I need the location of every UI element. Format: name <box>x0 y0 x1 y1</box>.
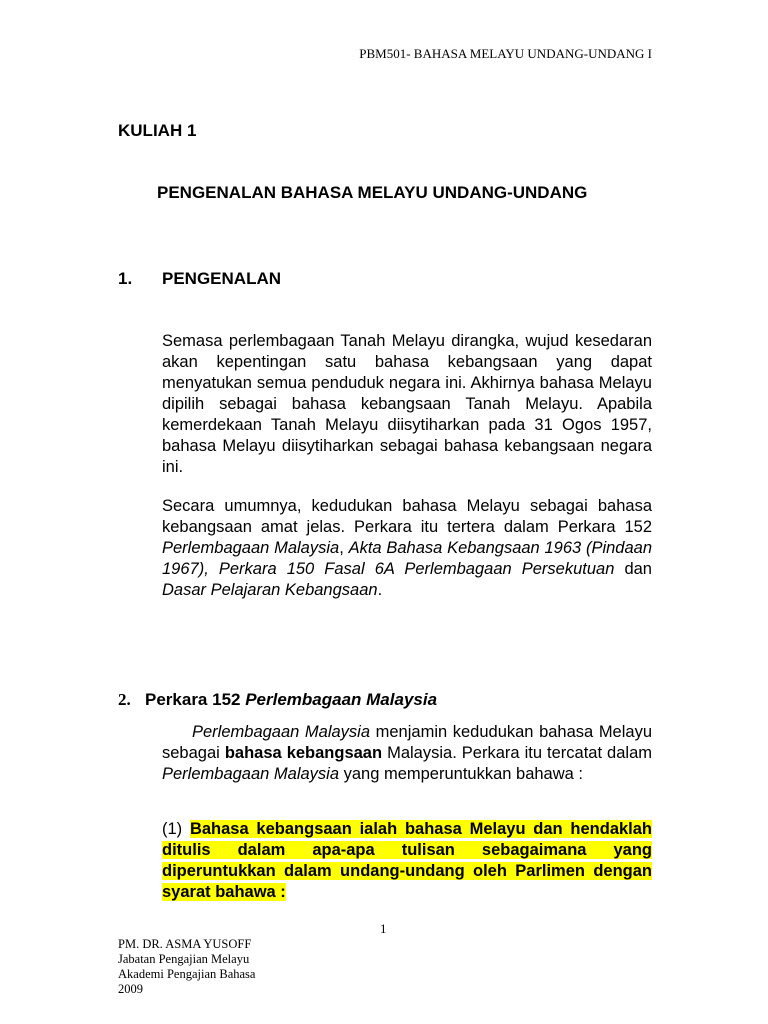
p2-text-c: , <box>339 539 349 557</box>
running-header: PBM501- BAHASA MELAYU UNDANG-UNDANG I <box>359 46 652 61</box>
footer-author: PM. DR. ASMA YUSOFF <box>118 937 252 951</box>
section-1-number: 1. <box>118 269 133 288</box>
s2-ref-perlembagaan-1: Perlembagaan Malaysia <box>192 723 371 741</box>
footer <box>118 937 255 997</box>
p2-ref-perlembagaan-malaysia: Perlembagaan Malaysia <box>162 539 340 557</box>
section-1-paragraph-2 <box>162 496 652 601</box>
section-2-clause-1 <box>162 819 652 903</box>
s2-text-d: Malaysia. Perkara itu tercatat dalam <box>382 744 652 762</box>
section-1-title: PENGENALAN <box>162 269 282 288</box>
section-2-title <box>145 690 437 710</box>
section-2-title-a: Perkara 152 <box>145 690 246 709</box>
section-1-paragraph-1: Semasa perlembagaan Tanah Melayu dirangka, wujud kesedaran akan kepentingan satu bahasa kebangsaan yang dapat menyatukan semua penduduk negara ini. Akhirnya bahasa Melayu dipilih sebagai bahasa kebangsaan Tanah Melayu. Apabila kemerdekaan Tanah Melayu diisytiharkan pada 31 Ogos 1957, bahasa Melayu diisytiharkan sebagai bahasa kebangsaan negara ini. <box>162 332 652 476</box>
section-2-paragraph-1 <box>162 722 652 785</box>
clause-number: (1) <box>162 820 190 838</box>
p2-ref-akta-bahasa: Akta Bahasa Kebangsaan 1963 (Pindaan 1967), Perkara 150 Fasal 6A Perlembagaan Persekutuan <box>162 539 653 578</box>
s2-ref-perlembagaan-2: Perlembagaan Malaysia <box>162 765 340 783</box>
section-2-title-b: Perlembagaan Malaysia <box>245 690 438 709</box>
p2-text-e: dan <box>614 560 652 578</box>
document-title: PENGENALAN BAHASA MELAYU UNDANG-UNDANG <box>157 183 588 202</box>
p2-text-a: Secara umumnya, kedudukan bahasa Melayu sebagai bahasa kebangsaan amat jelas. Perkara itu tertera dalam Perkara 152 <box>162 497 652 536</box>
section-2-number: 2. <box>118 690 131 709</box>
footer-academy: Akademi Pengajian Bahasa <box>118 967 256 981</box>
page-number: 1 <box>380 921 387 936</box>
footer-year: 2009 <box>118 982 143 996</box>
footer-department: Jabatan Pengajian Melayu <box>118 952 250 966</box>
lecture-label: KULIAH 1 <box>118 121 197 140</box>
highlighted-clause-text: Bahasa kebangsaan ialah bahasa Melayu dan hendaklah ditulis dalam apa-apa tulisan sebagaimana yang diperuntukkan dalam undang-undang oleh Parlimen dengan syarat bahawa : <box>162 820 653 901</box>
s2-text-b: menjamin kedudukan bahasa Melayu sebagai <box>162 723 653 762</box>
s2-text-f: yang memperuntukkan bahawa : <box>339 765 583 783</box>
p2-ref-dasar-pelajaran: Dasar Pelajaran Kebangsaan <box>162 581 378 599</box>
p2-text-g: . <box>377 581 383 599</box>
s2-bold-bahasa-kebangsaan: bahasa kebangsaan <box>224 744 383 762</box>
